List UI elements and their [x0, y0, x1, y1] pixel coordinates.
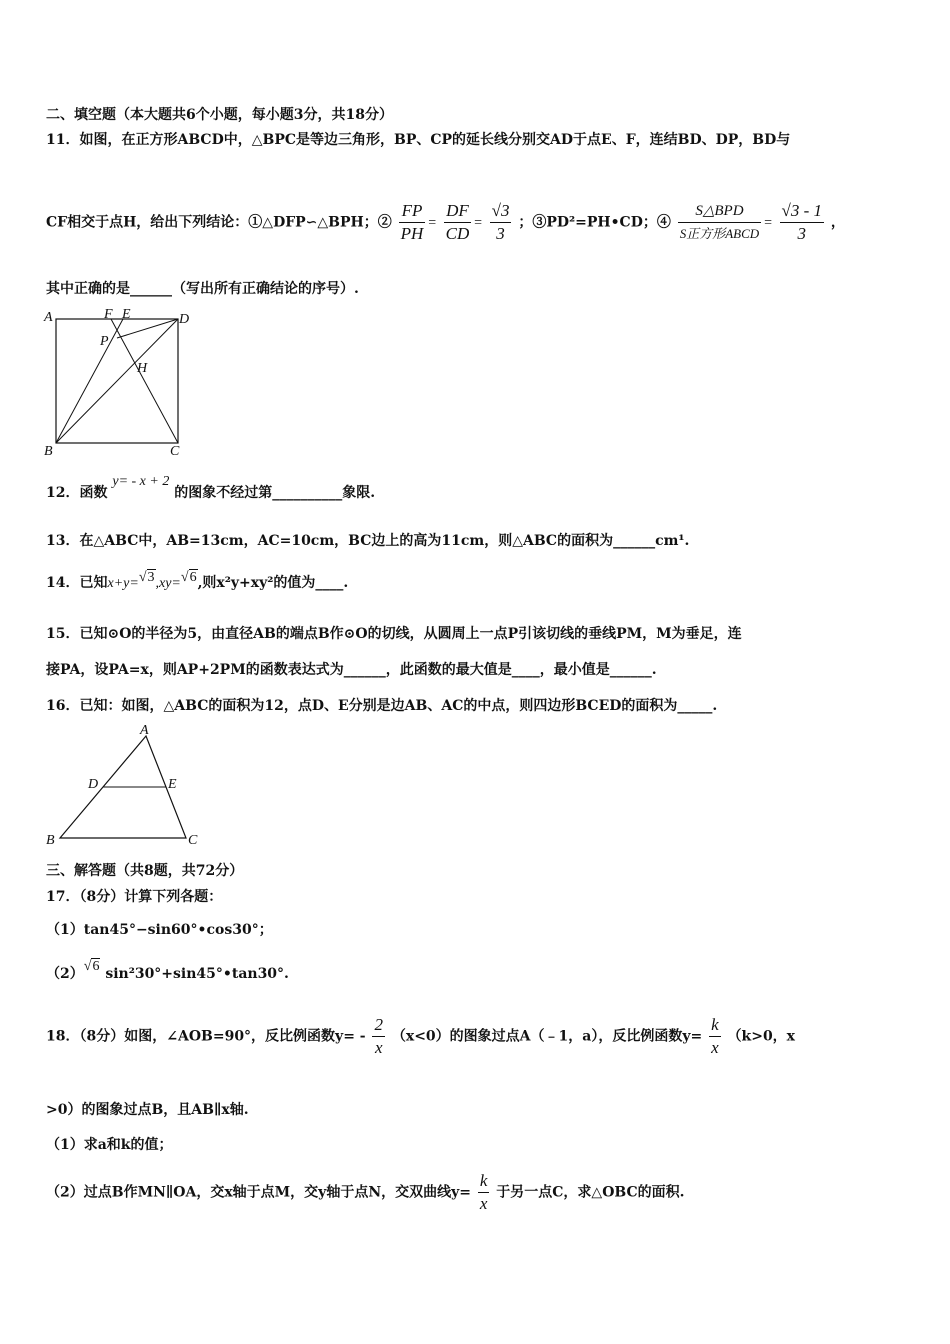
- fraction-2-over-x: $\frac{2}{x}$: [374, 1015, 383, 1057]
- q14-prefix: 14．已知: [46, 575, 108, 591]
- section-2-title: 二、填空题（本大题共6个小题，每小题3分，共18分）: [46, 107, 393, 123]
- label-d: D: [88, 777, 99, 792]
- label-a: A: [140, 723, 149, 738]
- q17-part2-suffix: sin²30°+sin45°•tan30°.: [105, 966, 289, 982]
- line-cf: [111, 319, 178, 443]
- q11-line3: 其中正确的是______（写出所有正确结论的序号）.: [46, 281, 359, 297]
- q14-suffix: ,则x²y+xy²的值为____.: [197, 575, 349, 591]
- label-d: D: [179, 312, 190, 327]
- label-e: E: [122, 307, 131, 322]
- q11-line1: 11．如图，在正方形ABCD中，△BPC是等边三角形，BP、CP的延长线分别交AD于点E、F，连结BD、DP，BD与: [46, 132, 791, 148]
- q17-title: 17．（8分）计算下列各题：: [46, 889, 223, 905]
- fraction-fp-ph: $\frac{FP}{PH}$: [400, 201, 424, 243]
- q12-formula: y= - x + 2: [112, 474, 170, 489]
- q18-part2-b: 于另一点C，求△OBC的面积.: [496, 1184, 685, 1201]
- q14-part1: x+y=: [107, 576, 139, 591]
- q17-part2-prefix: （2）: [46, 966, 84, 982]
- q15-line2: 接PA，设PA=x，则AP+2PM的函数表达式为______，此函数的最大值是____，最小值是______.: [46, 662, 657, 678]
- q18-b: （x<0）的图象过点A（﹣1，a），反比例函数y=: [391, 1028, 703, 1045]
- label-b: B: [44, 444, 53, 459]
- q18-a: 18．（8分）如图，∠AOB=90°，反比例函数y= -: [46, 1028, 366, 1045]
- label-f: F: [104, 307, 113, 322]
- line-be: [56, 319, 123, 443]
- q18-part1: （1）求a和k的值；: [46, 1137, 173, 1153]
- q18-line2: >0）的图象过点B，且AB∥x轴.: [46, 1102, 249, 1118]
- q16-figure: [42, 722, 212, 852]
- q18-part2: [46, 1170, 685, 1215]
- q18-line1: [46, 1014, 795, 1059]
- q12-suffix: 的图象不经过第__________象限.: [174, 485, 376, 501]
- q14-sqrt3: √3: [138, 570, 155, 585]
- label-b: B: [46, 833, 55, 848]
- q15-line1: 15．已知⊙O的半径为5，由直径AB的端点B作⊙O的切线，从圆周上一点P引该切线的垂线PM，M为垂足，连: [46, 626, 742, 642]
- label-e: E: [168, 777, 177, 792]
- fraction-sqrt3-3: $\frac{√3}{3}$: [491, 201, 510, 243]
- q18-c: （k>0，x: [727, 1028, 796, 1045]
- q14-sqrt6: √6: [180, 570, 197, 585]
- q17-part1: （1）tan45°−sin60°•cos30°；: [46, 922, 273, 938]
- section-3-title: 三、解答题（共8题，共72分）: [46, 863, 244, 879]
- fraction-df-cd: $\frac{DF}{CD}$: [445, 201, 470, 243]
- fraction-area-ratio: $\frac{\text{S△BPD}}{\text{S正方形ABCD}}$: [678, 200, 761, 245]
- q18-part2-a: （2）过点B作MN∥OA，交x轴于点M，交y轴于点N，交双曲线y=: [46, 1184, 471, 1201]
- fraction-sqrt3-minus1-over3: $\frac{√3 - 1}{3}$: [781, 201, 823, 243]
- label-h: H: [137, 361, 148, 376]
- q11-line2-b: ；③PD²=PH•CD；④: [518, 214, 671, 231]
- q11-line2-a: CF相交于点H，给出下列结论：①△DFP∽△BPH；②: [46, 214, 392, 231]
- q14-part2: ,xy=: [155, 576, 181, 591]
- q11-figure: [42, 305, 202, 460]
- q17-sqrt6: √6: [83, 959, 100, 974]
- q11-line2-c: ，: [830, 214, 845, 231]
- label-p: P: [100, 334, 109, 349]
- q12: [46, 474, 376, 502]
- fraction-k-over-x-2: $\frac{k}{x}$: [479, 1171, 488, 1213]
- q11-line2: CF相交于点H，给出下列结论：①△DFP∽△BPH；② $\frac{FP}{PH}$ = $\frac{DF}{CD}$ = $\frac{√3}{3}$ ；③PD²=PH•CD；④ $\frac{\text{S△BPD}}{\text{S正方形ABCD}}$ = $\frac{√3 - 1}{3}$ ，: [46, 201, 845, 243]
- label-a: A: [44, 310, 53, 325]
- q17-part2: [46, 959, 289, 983]
- q12-prefix: 12．函数: [46, 485, 108, 501]
- label-c: C: [170, 444, 180, 459]
- fraction-k-over-x: $\frac{k}{x}$: [711, 1015, 719, 1057]
- label-c: C: [188, 833, 198, 848]
- q13: 13．在△ABC中，AB=13cm，AC=10cm，BC边上的高为11cm，则△ABC的面积为______cm¹.: [46, 533, 690, 549]
- q14: [46, 572, 348, 592]
- q16: 16．已知：如图，△ABC的面积为12，点D、E分别是边AB、AC的中点，则四边形BCED的面积为_____.: [46, 698, 718, 714]
